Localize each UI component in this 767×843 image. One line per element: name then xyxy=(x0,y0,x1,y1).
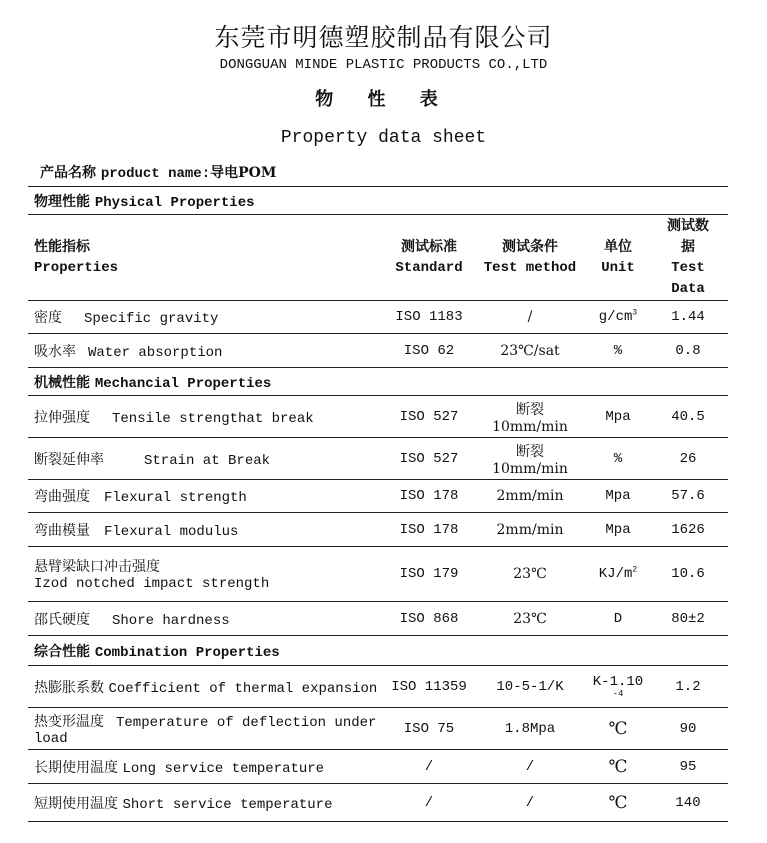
standard-cell: ISO 11359 xyxy=(386,666,472,708)
table-row xyxy=(28,602,728,636)
value-cell: 80±2 xyxy=(648,602,728,636)
unit-cell: ℃ xyxy=(588,750,648,784)
unit-cell: $KJ/m^2$ xyxy=(588,547,648,602)
table-row xyxy=(28,301,728,334)
value-cell: 90 xyxy=(648,708,728,750)
property-name: 悬臂梁缺口冲击强度 Izod notched impact strength xyxy=(28,547,386,602)
section-physical: 物理性能 Physical Properties xyxy=(28,187,728,215)
value-cell: 1.2 xyxy=(648,666,728,708)
property-name: 弯曲强度 Flexural strength xyxy=(28,480,386,513)
property-name: 热膨胀系数 Coefficient of thermal expansion xyxy=(28,666,386,708)
unit-cell: Mpa xyxy=(588,513,648,547)
header-standard: 测试标准 Standard xyxy=(386,215,472,301)
value-cell: 0.8 xyxy=(648,334,728,368)
unit-cell: D xyxy=(588,602,648,636)
method-cell: 23℃/sat xyxy=(472,334,588,368)
standard-cell: / xyxy=(386,784,472,822)
property-name: 吸水率 Water absorption xyxy=(28,334,386,368)
method-cell: 断裂 10mm/min xyxy=(472,438,588,480)
property-name: 邵氏硬度 Shore hardness xyxy=(28,602,386,636)
method-cell: 2mm/min xyxy=(472,480,588,513)
standard-cell: ISO 179 xyxy=(386,547,472,602)
product-value: 导电POM xyxy=(210,165,277,181)
product-name-line xyxy=(40,162,276,182)
value-cell: 1.44 xyxy=(648,301,728,334)
value-cell: 10.6 xyxy=(648,547,728,602)
unit-cell: % xyxy=(588,438,648,480)
property-name: 热变形温度 Temperature of deflection under load xyxy=(28,708,386,750)
property-name: 短期使用温度 Short service temperature xyxy=(28,784,386,822)
standard-cell: ISO 868 xyxy=(386,602,472,636)
section-row xyxy=(28,187,728,215)
value-cell: 57.6 xyxy=(648,480,728,513)
property-name: 拉伸强度 Tensile strengthat break xyxy=(28,396,386,438)
standard-cell: ISO 527 xyxy=(386,438,472,480)
column-header-row xyxy=(28,215,728,301)
method-cell: 23℃ xyxy=(472,602,588,636)
section-combination: 综合性能 Combination Properties xyxy=(28,636,728,666)
property-name: 长期使用温度 Long service temperature xyxy=(28,750,386,784)
value-cell: 26 xyxy=(648,438,728,480)
property-name: 断裂延伸率 Strain at Break xyxy=(28,438,386,480)
header-unit: 单位 Unit xyxy=(588,215,648,301)
header-method: 测试条件 Test method xyxy=(472,215,588,301)
method-cell: / xyxy=(472,784,588,822)
unit-cell: Mpa xyxy=(588,396,648,438)
company-name-cn: 东莞市明德塑胶制品有限公司 xyxy=(214,23,553,52)
standard-cell: ISO 178 xyxy=(386,513,472,547)
property-name: 密度 Specific gravity xyxy=(28,301,386,334)
method-cell: 23℃ xyxy=(472,547,588,602)
table-row xyxy=(28,396,728,438)
document-title-en: Property data sheet xyxy=(280,128,487,148)
method-cell: / xyxy=(472,750,588,784)
unit-cell: $g/cm^3$ xyxy=(588,301,648,334)
table-row xyxy=(28,547,728,602)
unit-cell: K-1.10 -4 xyxy=(588,666,648,708)
value-cell: 140 xyxy=(648,784,728,822)
standard-cell: ISO 62 xyxy=(386,334,472,368)
unit-cell: Mpa xyxy=(588,480,648,513)
unit-cell: ℃ xyxy=(588,708,648,750)
method-cell: 1.8Mpa xyxy=(472,708,588,750)
unit-cell: % xyxy=(588,334,648,368)
section-row xyxy=(28,636,728,666)
company-name-en: DONGGUAN MINDE PLASTIC PRODUCTS CO.,LTD xyxy=(219,57,548,73)
value-cell: 40.5 xyxy=(648,396,728,438)
header-test-data: 测试数 据 Test Data xyxy=(648,215,728,301)
table-row xyxy=(28,480,728,513)
header-properties: 性能指标 Properties xyxy=(28,215,386,301)
table-row xyxy=(28,750,728,784)
method-cell: 2mm/min xyxy=(472,513,588,547)
standard-cell: / xyxy=(386,750,472,784)
table-row xyxy=(28,666,728,708)
document-title-cn: 物 性 表 xyxy=(315,89,452,110)
section-row xyxy=(28,368,728,396)
standard-cell: ISO 75 xyxy=(386,708,472,750)
table-row xyxy=(28,784,728,822)
standard-cell: ISO 527 xyxy=(386,396,472,438)
property-name: 弯曲模量 Flexural modulus xyxy=(28,513,386,547)
unit-cell: ℃ xyxy=(588,784,648,822)
method-cell: / xyxy=(472,301,588,334)
standard-cell: ISO 178 xyxy=(386,480,472,513)
table-row xyxy=(28,513,728,547)
table-row xyxy=(28,438,728,480)
standard-cell: ISO 1183 xyxy=(386,301,472,334)
table-row xyxy=(28,334,728,368)
value-cell: 1626 xyxy=(648,513,728,547)
method-cell: 10-5-1/K xyxy=(472,666,588,708)
product-label-cn: 产品名称 xyxy=(40,165,96,181)
property-table xyxy=(28,186,728,822)
table-row xyxy=(28,708,728,750)
value-cell: 95 xyxy=(648,750,728,784)
method-cell: 断裂 10mm/min xyxy=(472,396,588,438)
section-mechanical: 机械性能 Mechancial Properties xyxy=(28,368,728,396)
product-label-en: product name: xyxy=(100,166,211,182)
